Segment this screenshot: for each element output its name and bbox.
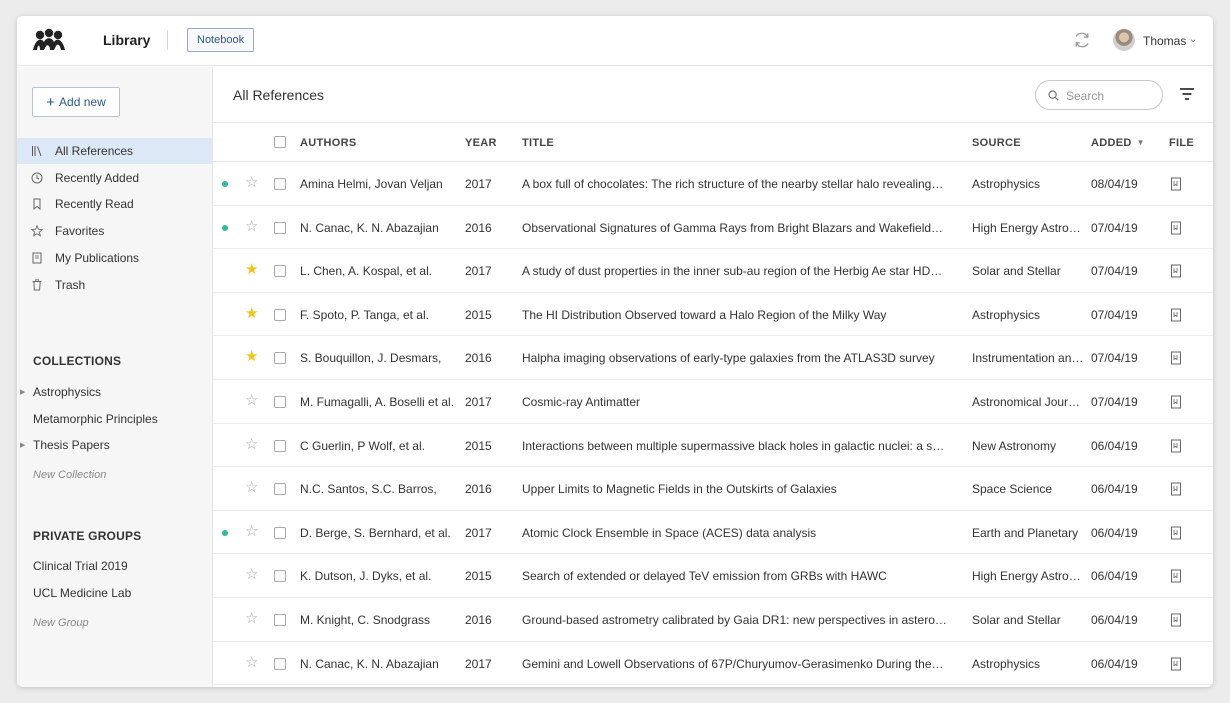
collections-heading: COLLECTIONS [33,354,122,368]
sidebar-item-favorites[interactable] [17,218,212,244]
collection-label: Thesis Papers [33,438,110,452]
cell-source: Earth and Planetary [972,525,1079,540]
cell-added: 06/04/19 [1091,612,1138,627]
file-icon[interactable] [1170,569,1182,583]
cell-year: 2015 [465,438,492,453]
group-item-clinical-trial[interactable]: Clinical Trial 2019 [33,559,128,573]
file-icon[interactable] [1170,657,1182,671]
cell-title: Observational Signatures of Gamma Rays from Bright Blazars and Wakefield… [522,220,944,235]
expand-triangle-icon[interactable]: ▶ [20,389,26,396]
row-checkbox[interactable] [274,658,286,670]
cell-source: New Astronomy [972,438,1057,453]
star-filled-icon[interactable]: ★ [245,348,259,366]
cell-added: 06/04/19 [1091,525,1138,540]
cell-year: 2015 [465,307,492,322]
collection-label: Astrophysics [33,385,102,399]
select-all-checkbox[interactable] [274,136,286,148]
cell-source: Solar and Stellar [972,612,1061,627]
star-outline-icon[interactable]: ☆ [245,435,259,453]
cell-year: 2016 [465,220,492,235]
filter-icon[interactable] [1179,87,1195,101]
cell-title: Atomic Clock Ensemble in Space (ACES) data analysis [522,525,817,540]
column-header-title[interactable]: TITLE [522,137,555,149]
row-checkbox[interactable] [274,222,286,234]
sidebar-item-my-publications[interactable] [17,245,212,271]
column-header-added[interactable] [1091,137,1145,149]
cell-authors: M. Fumagalli, A. Boselli et al. [300,394,455,409]
sidebar-item-label: My Publications [55,251,140,265]
unread-dot [222,530,228,536]
cell-authors: L. Chen, A. Kospal, et al. [300,264,433,279]
cell-source: Solar and Stellar [972,264,1061,279]
clock-icon [31,172,43,184]
sidebar-item-label: Favorites [55,224,105,238]
cell-year: 2016 [465,351,492,366]
collection-item-thesis-papers[interactable] [20,438,110,452]
cell-added: 06/04/19 [1091,438,1138,453]
column-header-authors[interactable]: AUTHORS [300,137,357,149]
cell-authors: K. Dutson, J. Dyks, et al. [300,569,432,584]
cell-added: 08/04/19 [1091,177,1138,191]
expand-triangle-icon[interactable]: ▶ [20,442,26,449]
chevron-down-icon[interactable]: ⌄ [1189,34,1198,45]
cell-title: Interactions between multiple supermassive black holes in galactic nuclei: a s… [522,438,945,453]
cell-authors: N.C. Santos, S.C. Barros, [300,482,437,497]
cell-title: Cosmic-ray Antimatter [522,394,641,409]
row-checkbox[interactable] [274,265,286,277]
file-icon[interactable] [1170,482,1182,496]
cell-source: Astronomical Jour… [972,394,1081,409]
row-checkbox[interactable] [274,570,286,582]
cell-added: 06/04/19 [1091,569,1138,584]
table-row[interactable] [213,162,1213,206]
reference-table-body [213,162,1213,685]
star-outline-icon[interactable]: ☆ [245,479,259,497]
star-outline-icon[interactable]: ☆ [245,522,259,540]
file-icon[interactable] [1170,526,1182,540]
cell-title: Upper Limits to Magnetic Fields in the Outskirts of Galaxies [522,482,837,497]
sidebar [17,67,213,687]
cell-title: Ground-based astrometry calibrated by Gaia DR1: new perspectives in astero… [522,612,947,627]
table-row[interactable] [213,467,1213,511]
star-outline-icon[interactable]: ☆ [245,217,259,235]
search-box[interactable] [1035,80,1163,110]
sync-icon[interactable] [1072,30,1092,50]
search-icon [1048,90,1059,101]
table-row[interactable] [213,424,1213,468]
table-header [213,122,1213,162]
cell-year: 2016 [465,482,492,497]
cell-title: The HI Distribution Observed toward a Halo Region of the Milky Way [522,307,887,322]
cell-added: 07/04/19 [1091,351,1138,366]
star-outline-icon[interactable]: ☆ [245,391,259,409]
file-icon[interactable] [1170,264,1182,278]
add-new-button[interactable] [32,87,120,117]
cell-authors: D. Berge, S. Bernhard, et al. [300,525,451,540]
table-row[interactable] [213,554,1213,598]
unread-dot [222,225,228,231]
file-icon[interactable] [1170,613,1182,627]
star-outline-icon[interactable]: ☆ [245,609,259,627]
publication-icon [31,252,43,264]
file-icon[interactable] [1170,351,1182,365]
bookmark-icon [31,198,43,210]
sidebar-item-recently-read[interactable] [17,191,212,217]
notebook-button[interactable]: Notebook [187,28,254,52]
row-checkbox[interactable] [274,440,286,452]
table-row[interactable] [213,293,1213,337]
cell-source: Instrumentation an… [972,351,1084,366]
row-checkbox[interactable] [274,614,286,626]
cell-authors: N. Canac, K. N. Abazajian [300,656,439,671]
cell-added: 06/04/19 [1091,482,1138,497]
new-group-link[interactable]: New Group [33,617,89,629]
file-icon[interactable] [1170,177,1182,191]
user-name[interactable]: Thomas [1143,34,1187,48]
column-header-added-label: ADDED [1091,137,1132,149]
main-panel [213,67,1213,687]
plus-icon: + [46,94,56,111]
cell-source: High Energy Astro… [972,569,1081,584]
cell-authors: Amina Helmi, Jovan Veljan [300,177,443,191]
sidebar-item-all-references[interactable] [17,138,212,164]
star-outline-icon[interactable]: ☆ [245,653,259,671]
collection-item-metamorphic-principles[interactable] [33,412,158,426]
column-header-year[interactable]: YEAR [465,137,497,149]
cell-authors: C Guerlin, P Wolf, et al. [300,438,425,453]
cell-year: 2017 [465,656,492,671]
row-checkbox[interactable] [274,178,286,190]
table-row[interactable] [213,598,1213,642]
cell-title: A study of dust properties in the inner sub-au region of the Herbig Ae star HD… [522,264,943,279]
row-checkbox[interactable] [274,309,286,321]
cell-added: 07/04/19 [1091,220,1138,235]
cell-authors: N. Canac, K. N. Abazajian [300,220,439,235]
trash-icon [31,279,43,291]
search-input[interactable] [1066,87,1154,105]
cell-added: 07/04/19 [1091,394,1138,409]
cell-added: 07/04/19 [1091,264,1138,279]
cell-year: 2015 [465,569,492,584]
cell-year: 2016 [465,612,492,627]
sidebar-item-label: All References [55,144,134,158]
column-header-file[interactable]: FILE [1169,137,1195,149]
row-checkbox[interactable] [274,483,286,495]
cell-source: High Energy Astro… [972,220,1081,235]
star-filled-icon[interactable]: ★ [245,261,259,279]
cell-title: Gemini and Lowell Observations of 67P/Churyumov-Gerasimenko During the… [522,656,944,671]
cell-source: Space Science [972,482,1053,497]
table-row[interactable] [213,642,1213,686]
cell-added: 07/04/19 [1091,307,1138,322]
row-checkbox[interactable] [274,527,286,539]
library-title: Library [103,32,151,48]
table-row[interactable] [213,249,1213,293]
cell-year: 2017 [465,394,492,409]
cell-title: Halpha imaging observations of early-type galaxies from the ATLAS3D survey [522,351,935,366]
cell-added: 06/04/19 [1091,656,1138,671]
column-header-source[interactable]: SOURCE [972,137,1021,149]
file-icon[interactable] [1170,439,1182,453]
group-item-ucl-medicine-lab[interactable]: UCL Medicine Lab [33,586,132,600]
sidebar-item-label: Recently Added [55,171,140,185]
avatar[interactable] [1113,29,1135,51]
cell-authors: S. Bouquillon, J. Desmars, [300,351,442,366]
library-icon [31,145,43,157]
star-outline-icon[interactable]: ☆ [245,174,259,191]
cell-year: 2017 [465,177,492,191]
table-row[interactable] [213,336,1213,380]
table-row[interactable] [213,380,1213,424]
row-checkbox[interactable] [274,352,286,364]
star-filled-icon[interactable]: ★ [245,304,259,322]
cell-year: 2017 [465,264,492,279]
star-outline-icon[interactable]: ☆ [245,566,259,584]
cell-authors: F. Spoto, P. Tanga, et al. [300,307,429,322]
header-divider [167,30,168,50]
app-window [17,16,1213,687]
collection-label: Metamorphic Principles [33,412,158,426]
file-icon[interactable] [1170,308,1182,322]
sort-desc-icon[interactable]: ▼ [1136,138,1145,147]
cell-year: 2017 [465,525,492,540]
star-outline-icon [31,225,43,237]
file-icon[interactable] [1170,395,1182,409]
cell-title: A box full of chocolates: The rich structure of the nearby stellar halo revealing… [522,177,944,191]
row-checkbox[interactable] [274,396,286,408]
file-icon[interactable] [1170,221,1182,235]
sidebar-item-recently-added[interactable] [17,165,212,191]
add-new-label: Add new [59,95,106,109]
sidebar-item-label: Trash [55,278,86,292]
cell-title: Search of extended or delayed TeV emission from GRBs with HAWC [522,569,887,584]
cell-source: Astrophysics [972,177,1041,191]
collection-item-astrophysics[interactable] [20,385,102,399]
page-title: All References [233,87,325,103]
sidebar-item-label: Recently Read [55,197,134,211]
top-bar [17,16,1213,66]
mendeley-logo-icon[interactable] [31,28,67,52]
private-groups-heading: PRIVATE GROUPS [33,529,142,543]
table-row[interactable] [213,511,1213,555]
cell-authors: M. Knight, C. Snodgrass [300,612,431,627]
new-collection-link[interactable]: New Collection [33,469,107,481]
sidebar-item-trash[interactable] [17,272,212,298]
table-row[interactable] [213,206,1213,250]
unread-dot [222,181,228,187]
cell-source: Astrophysics [972,656,1041,671]
cell-source: Astrophysics [972,307,1041,322]
